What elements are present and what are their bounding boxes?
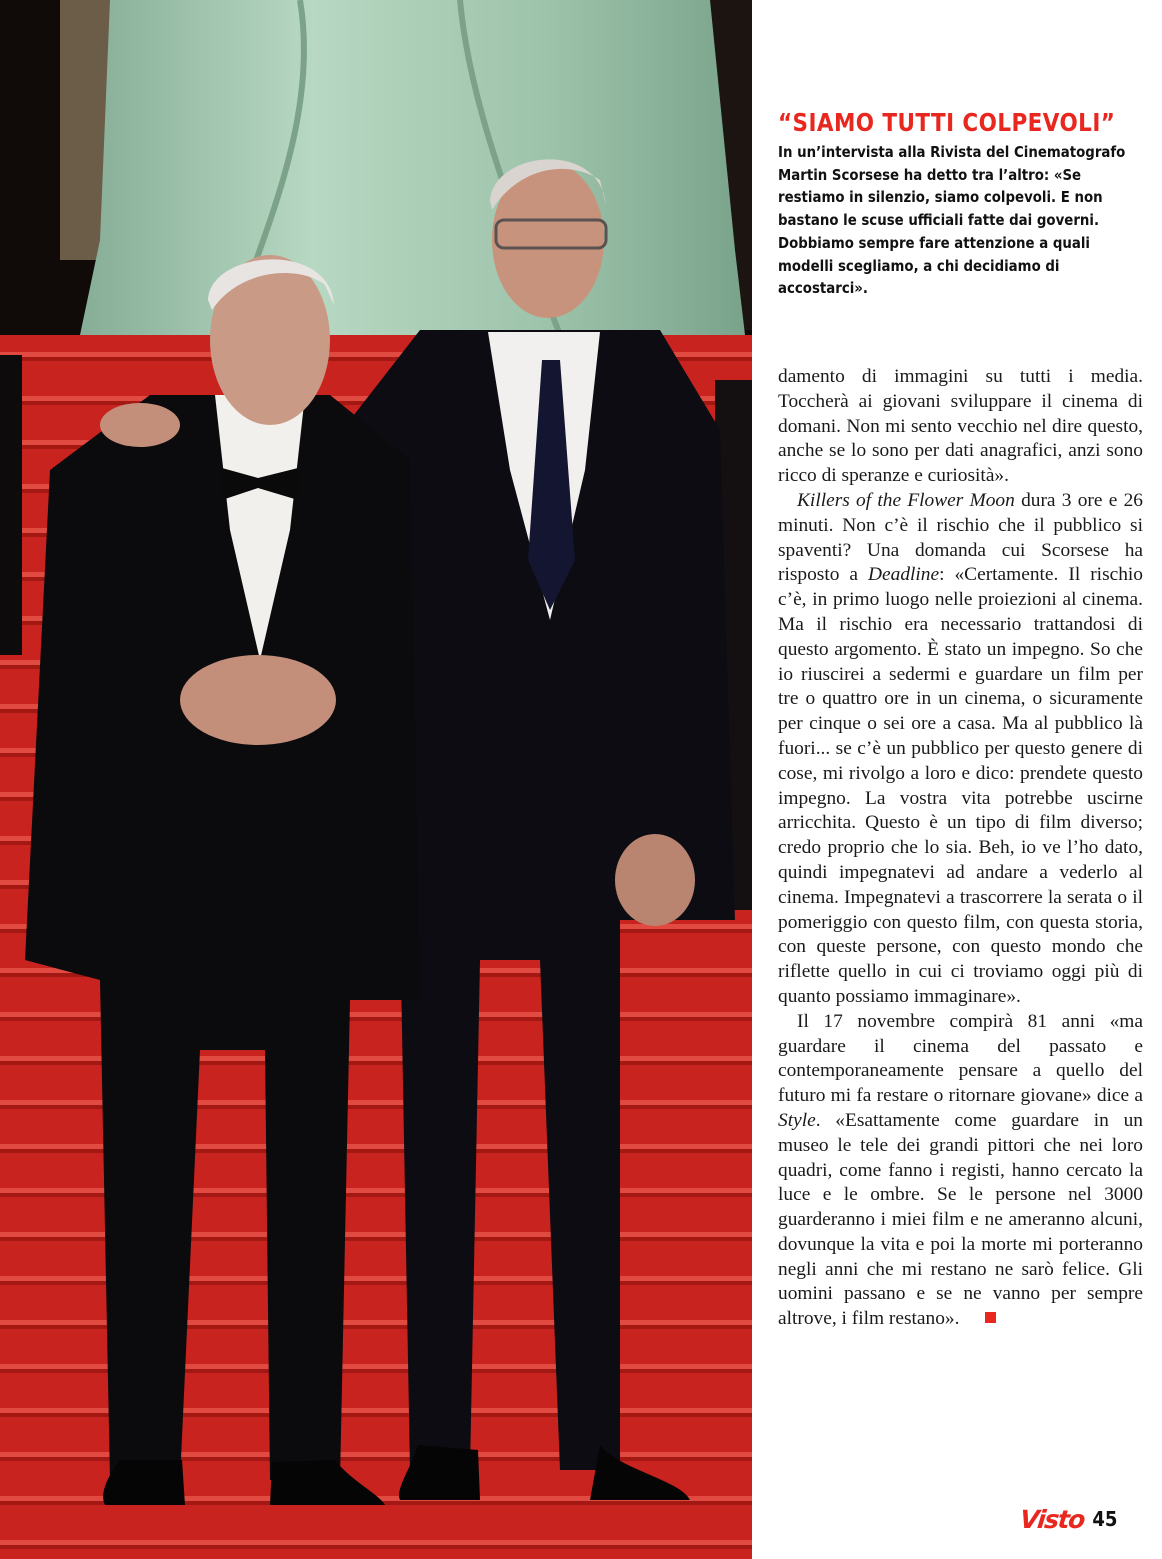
source-name: Style: [778, 1109, 816, 1131]
source-name: Deadline: [868, 564, 940, 586]
end-of-article-icon: [985, 1312, 996, 1323]
green-gown: [80, 0, 745, 335]
quote-box: [778, 108, 1150, 300]
page-number: 45: [1092, 1507, 1118, 1531]
article-paragraph: Killers of the Flower Moon dura 3 ore e 26 minuti. Non c’è il rischio che il pubblico si spaventi? Una domanda cui Scorsese ha risposto a Deadline: «Certamente. Il rischio c’è, in primo luogo nelle proiezioni al cinema. Ma il rischio era necessario trattandosi di questo argomento. È stato un impegno. So che io riuscirei a sedermi e guardare un film per tre o quattro ore in un cinema, o sicuramente per cinque o sei ore a casa. Ma al pubblico là fuori... se c’è un pubblico per questo genere di cose, mi rivolgo a loro e dico: prendete questo impegno. La vostra vita potrebbe uscirne arricchita. Questo è un tipo di film diverso; credo proprio che lo sia. Beh, io ve l’ho dato, quindi impegnatevi ad andare a vederlo al cinema. Impegnatevi a trascorrere la serata o il pomeriggio con questo film, con questa storia, con queste persone, con questo mondo che riflette quello in cui ci troviamo oggi più di quanto possiamo immaginare».: [778, 489, 1143, 1007]
article-paragraph: Il 17 novembre compirà 81 anni «ma guardare il cinema del passato e contemporaneamente pensare a quello del futuro mi fa restare o ritornare giovane» dice a Style. «Esattamente come guardare in un museo le tele dei grandi pittori che nei loro quadri, come fanno i registi, hanno cercato la luce e le ombre. Se le persone nel 3000 guarderanno i miei film e ne ameranno alcuni, dovunque la vita e poi la morte mi porteranno negli anni che mi restano ne sarò felice. Gli uomini passano e se ne vanno per sempre altrove, i film restano».: [778, 1010, 1143, 1330]
page-footer: [1020, 1502, 1119, 1536]
article-paragraph: damento di immagini su tutti i media. Toccherà ai giovani sviluppare il cinema di domani. Non mi sento vecchio nel dire questo, anche se lo sono per dati anagrafici, anzi sono ricco di speranze e curiosità».: [778, 366, 1143, 487]
film-title: Killers of the Flower Moon: [797, 489, 1015, 511]
quote-box-title: “SIAMO TUTTI COLPEVOLI”: [778, 108, 1116, 137]
article-body: [778, 365, 1143, 1332]
quote-box-text: In un’intervista alla Rivista del Cinematografo Martin Scorsese ha detto tra l’altro: «Se restiamo in silenzio, siamo colpevoli. E non bastano le scuse ufficiali fatte dai governi. Dobbiamo sempre fare attenzione a quali modelli scegliamo, a chi decidiamo di accostarci».: [778, 143, 1126, 298]
magazine-logo: Visto: [1018, 1504, 1086, 1534]
